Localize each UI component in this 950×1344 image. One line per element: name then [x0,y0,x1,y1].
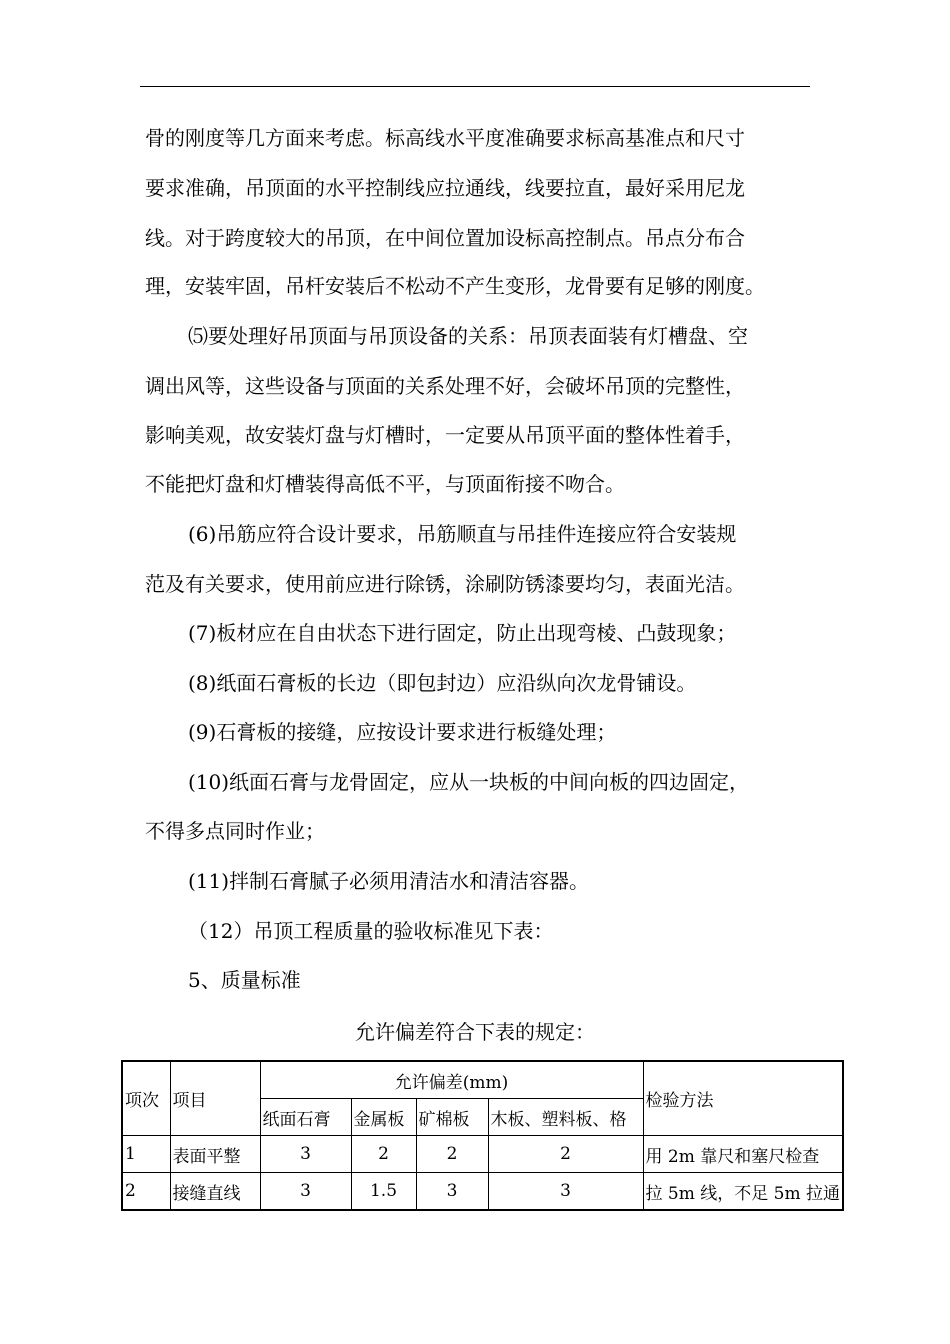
paragraph-line: (9)石膏板的接缝，应按设计要求进行板缝处理； [188,720,617,744]
row-method: 用 2m 靠尺和塞尺检查 [643,1136,843,1173]
paragraph-line: (7)板材应在自由状态下进行固定，防止出现弯棱、凸鼓现象； [188,621,737,645]
row-value: 2 [416,1136,488,1173]
deviation-table [121,1060,844,1211]
row-item: 表面平整 [170,1136,260,1173]
subheader-cell: 木板、塑料板、格 [488,1099,643,1136]
paragraph-line: （12）吊顶工程质量的验收标准见下表： [188,919,554,943]
row-value: 2 [351,1136,416,1173]
header-rule [140,86,810,87]
header-method: 检验方法 [643,1061,843,1136]
subheader-cell: 金属板 [351,1099,416,1136]
paragraph-line: (11)拌制石膏腻子必须用清洁水和清洁容器。 [188,869,590,893]
row-value: 3 [416,1173,488,1211]
row-value: 2 [488,1136,643,1173]
paragraph-line: 影响美观，故安装灯盘与灯槽时，一定要从吊顶平面的整体性着手， [145,423,745,447]
paragraph-line: ⑸要处理好吊顶面与吊顶设备的关系：吊顶表面装有灯槽盘、空 [188,324,748,348]
subheader-cell: 矿棉板 [416,1099,488,1136]
row-value: 1.5 [351,1173,416,1211]
paragraph-line: 范及有关要求，使用前应进行除锈，涂刷防锈漆要均匀，表面光洁。 [145,572,745,596]
row-method: 拉 5m 线，不足 5m 拉通 [643,1173,843,1211]
header-item: 项目 [170,1061,260,1136]
paragraph-line: 骨的刚度等几方面来考虑。标高线水平度准确要求标高基准点和尺寸 [145,126,745,150]
paragraph-line: 要求准确，吊顶面的水平控制线应拉通线，线要拉直，最好采用尼龙 [145,176,745,200]
table-caption: 允许偏差符合下表的规定： [355,1020,595,1044]
row-item: 接缝直线 [170,1173,260,1211]
paragraph-line: (8)纸面石膏板的长边（即包封边）应沿纵向次龙骨铺设。 [188,671,697,695]
table-header-row [122,1061,843,1099]
row-value: 3 [260,1136,351,1173]
paragraph-line: 线。对于跨度较大的吊顶，在中间位置加设标高控制点。吊点分布合 [145,226,745,250]
paragraph-line: 不得多点同时作业； [145,819,325,843]
row-index: 1 [122,1136,170,1173]
section-heading: 5、质量标准 [188,968,301,992]
header-index: 项次 [122,1061,170,1136]
table-row [122,1173,843,1211]
header-deviation: 允许偏差(mm) [260,1061,643,1099]
row-index: 2 [122,1173,170,1211]
paragraph-line: 调出风等，这些设备与顶面的关系处理不好，会破坏吊顶的完整性， [145,374,745,398]
row-value: 3 [488,1173,643,1211]
subheader-cell: 纸面石膏 [260,1099,351,1136]
paragraph-line: (6)吊筋应符合设计要求，吊筋顺直与吊挂件连接应符合安装规 [188,522,737,546]
paragraph-line: (10)纸面石膏与龙骨固定，应从一块板的中间向板的四边固定， [188,770,750,794]
table-row [122,1136,843,1173]
row-value: 3 [260,1173,351,1211]
paragraph-line: 理，安装牢固，吊杆安装后不松动不产生变形，龙骨要有足够的刚度。 [145,274,765,298]
paragraph-line: 不能把灯盘和灯槽装得高低不平，与顶面衔接不吻合。 [145,472,625,496]
